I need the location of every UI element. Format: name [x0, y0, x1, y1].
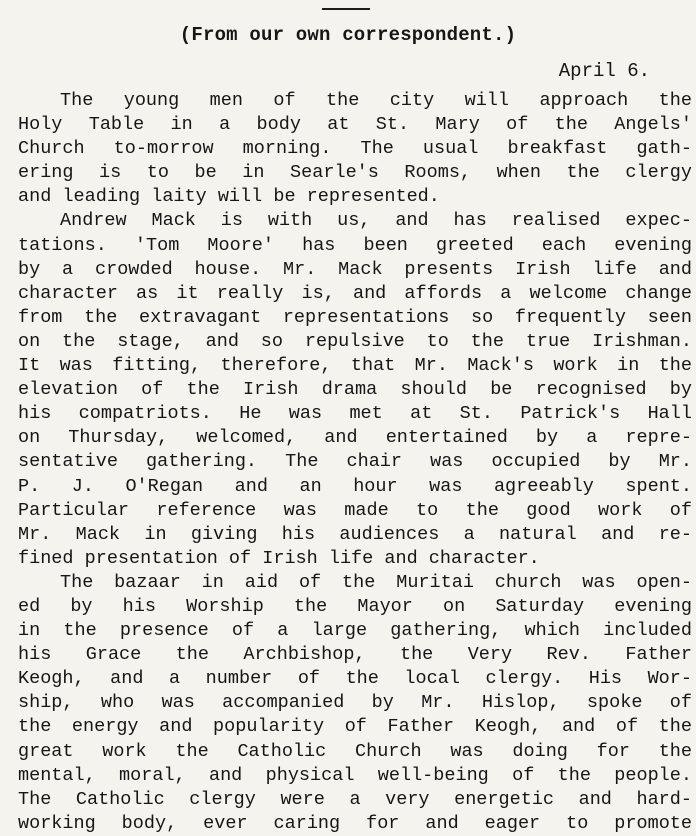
dateline: April 6. — [558, 60, 650, 82]
text-line: Mr. Mack in giving his audiences a natural and re- — [18, 523, 692, 545]
text-line: Church to-morrow morning. The usual breakfast gath- — [18, 138, 692, 160]
text-line: and leading laity will be represented. — [18, 186, 440, 208]
text-line: elevation of the Irish drama should be recognised by — [18, 379, 692, 401]
text-line: from the extravagant representations so frequently seen — [18, 306, 692, 328]
text-line: The Catholic clergy were a very energetic and hard- — [18, 788, 692, 810]
column-separator-rule — [322, 8, 370, 10]
text-line: fined presentation of Irish life and character. — [18, 547, 540, 569]
text-line: Particular reference was made to the good work of — [18, 499, 692, 521]
text-line: ering is to be in Searle's Rooms, when the clergy — [18, 162, 692, 184]
text-line: Keogh, and a number of the local clergy. His Wor- — [18, 668, 692, 690]
text-line: on the stage, and so repulsive to the true Irishman. — [18, 330, 692, 352]
text-line: character as it really is, and affords a welcome change — [18, 282, 692, 304]
text-line: The bazaar in aid of the Muritai church was open- — [60, 571, 692, 593]
text-line: It was fitting, therefore, that Mr. Mack's work in the — [18, 355, 692, 377]
text-line: ed by his Worship the Mayor on Saturday evening — [18, 595, 692, 617]
article-body — [18, 89, 692, 836]
text-line: the energy and popularity of Father Keogh, and of the — [18, 716, 692, 738]
text-line: by a crowded house. Mr. Mack presents Irish life and — [18, 258, 692, 280]
text-line: The young men of the city will approach the — [60, 90, 692, 111]
text-line: tations. 'Tom Moore' has been greeted each evening — [18, 234, 692, 256]
text-line: mental, moral, and physical well-being of the people. — [18, 764, 692, 786]
text-line: in the presence of a large gathering, which included — [18, 620, 692, 642]
correspondent-heading: (From our own correspondent.) — [179, 24, 517, 46]
text-line: Holy Table in a body at St. Mary of the Angels' — [18, 114, 692, 136]
text-line: working body, ever caring for and eager to promote — [18, 812, 692, 834]
text-line: his compatriots. He was met at St. Patrick's Hall — [18, 403, 692, 425]
text-line: his Grace the Archbishop, the Very Rev. Father — [18, 644, 692, 666]
text-line: Andrew Mack is with us, and has realised expec- — [60, 210, 692, 232]
text-line: P. J. O'Regan and an hour was agreeably spent. — [18, 475, 692, 497]
text-line: ship, who was accompanied by Mr. Hislop, spoke of — [18, 692, 692, 714]
text-line: great work the Catholic Church was doing for the — [18, 740, 692, 762]
text-line: on Thursday, welcomed, and entertained by a repre- — [18, 427, 692, 449]
text-line: sentative gathering. The chair was occupied by Mr. — [18, 451, 692, 473]
